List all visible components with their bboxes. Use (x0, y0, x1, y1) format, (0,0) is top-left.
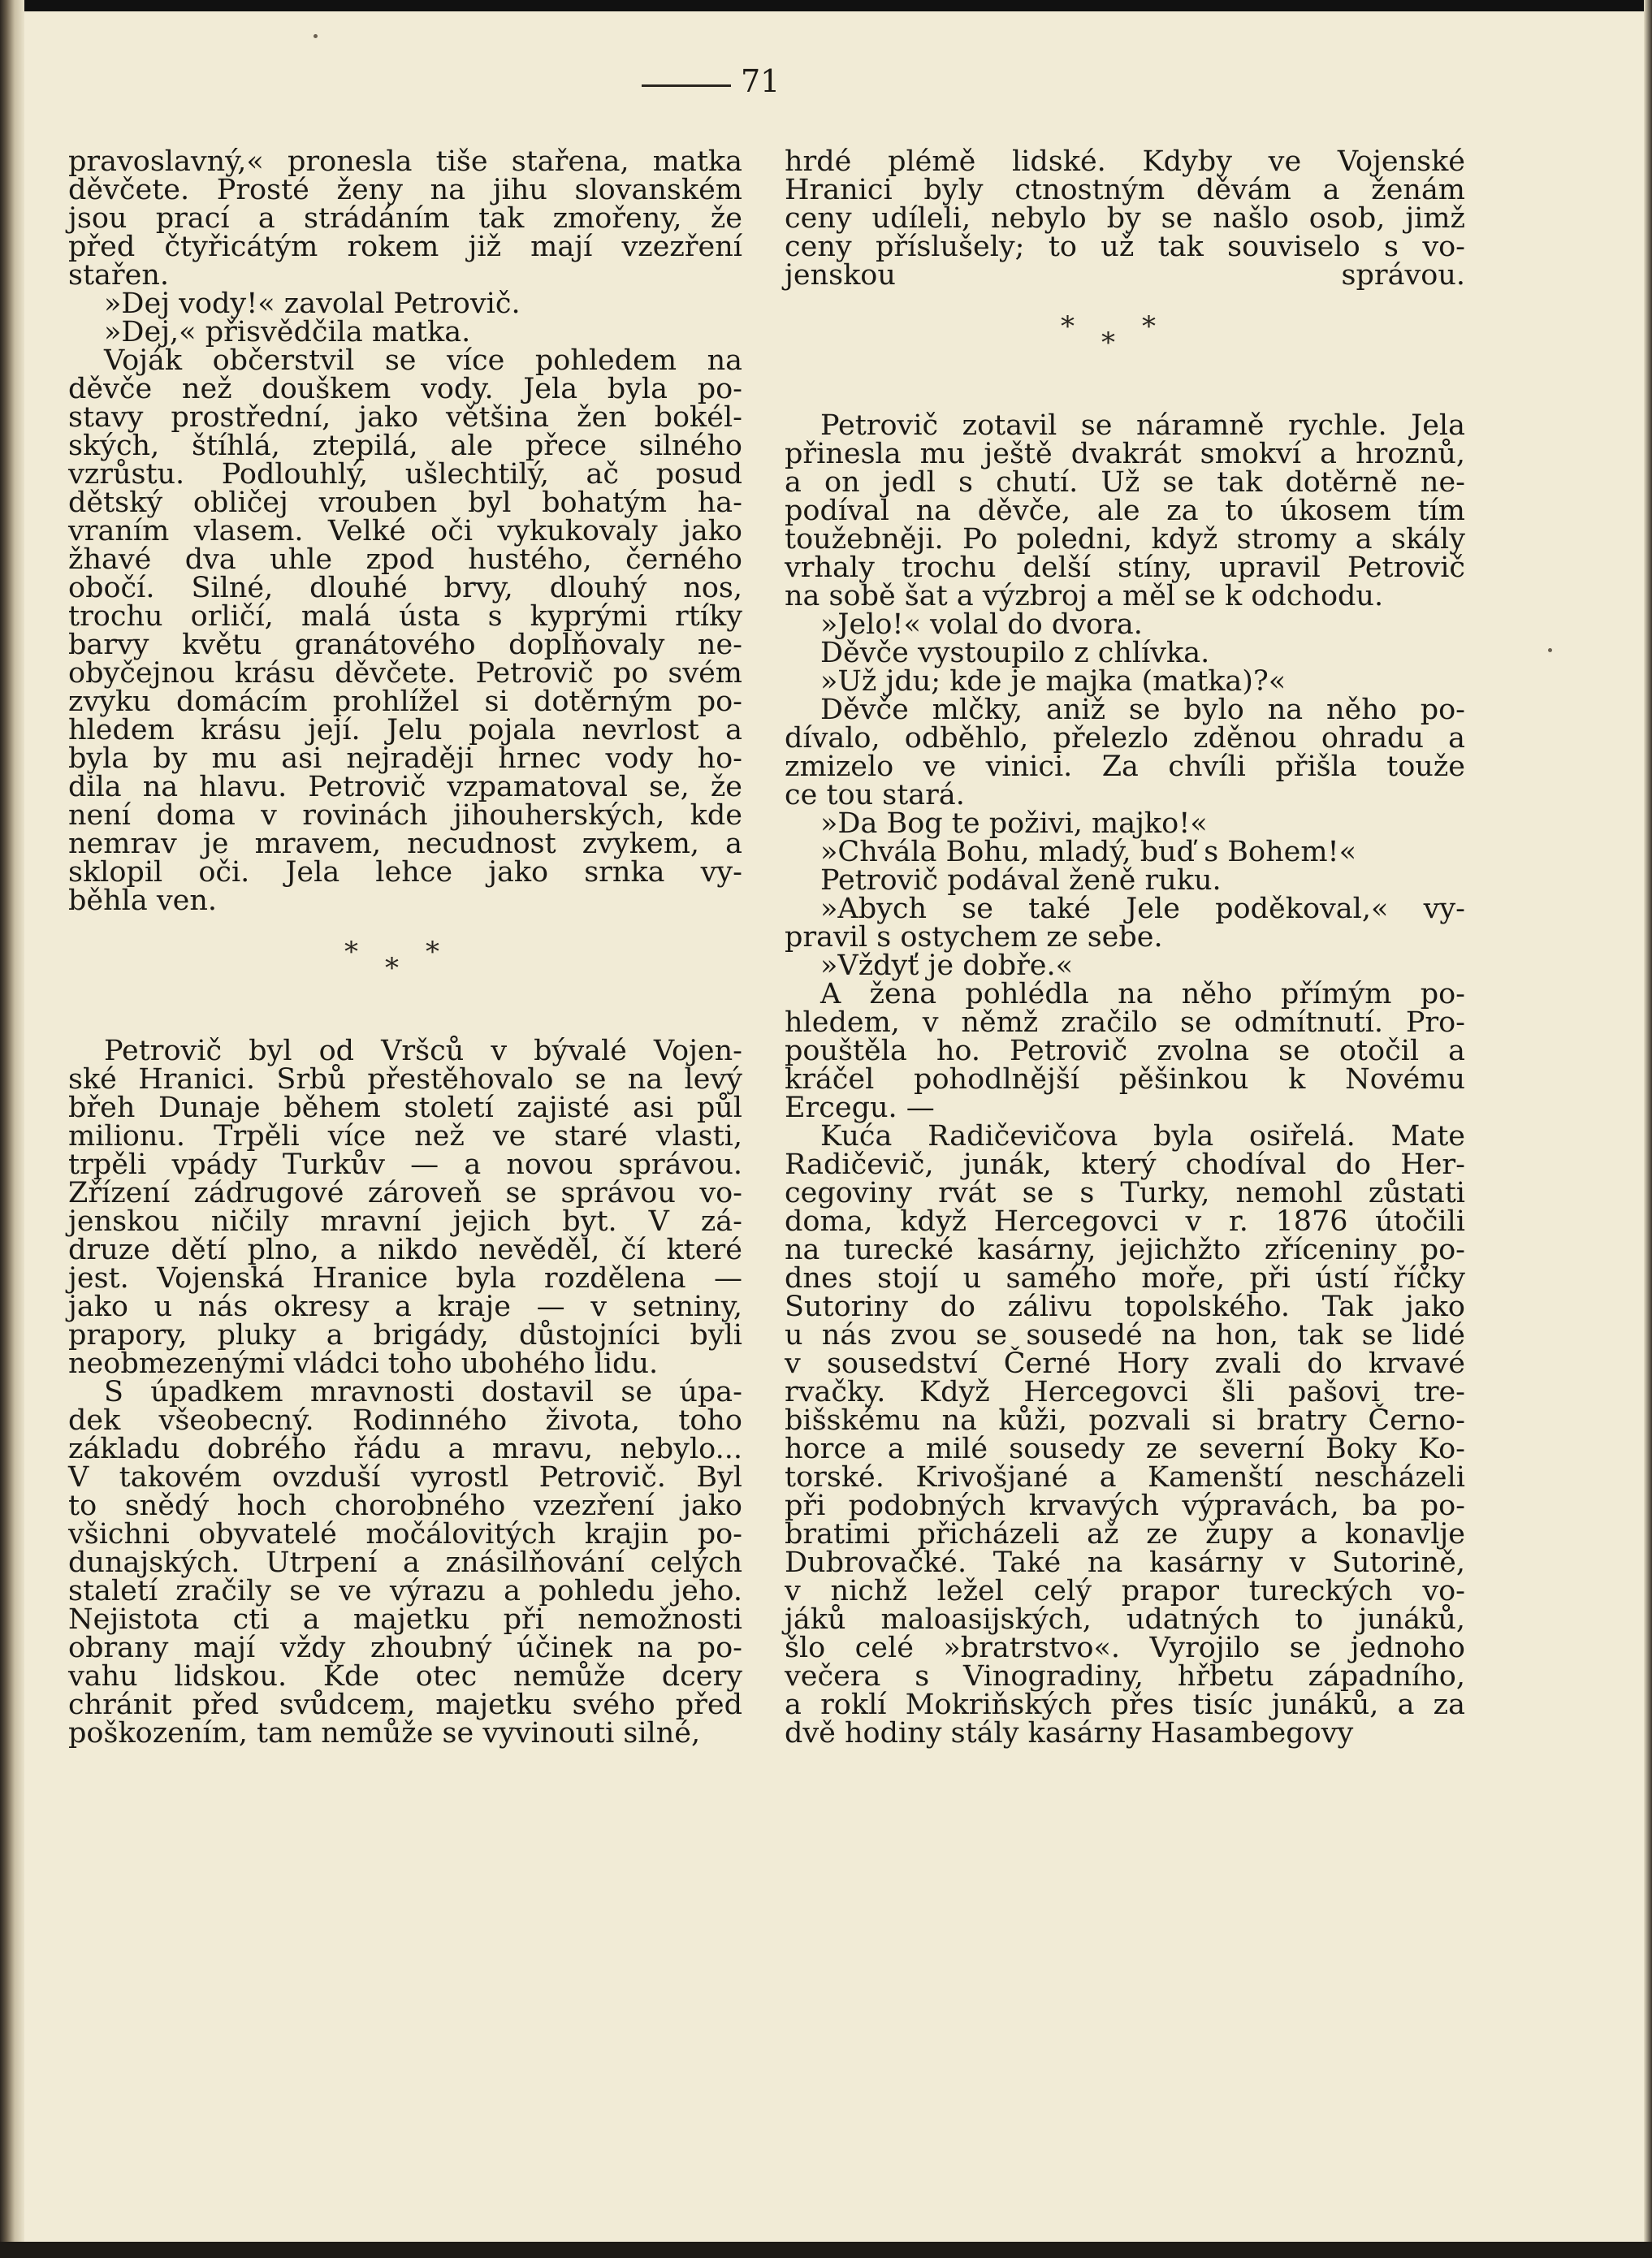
asterisk: * (1101, 327, 1115, 359)
text-line: Dubrovačké. Také na kasárny v Sutorině, (785, 1546, 1465, 1579)
text-line: ce tou stará. (785, 779, 965, 811)
text-line: není doma v rovinách jihouherských, kde (68, 799, 742, 832)
text-line: děvče než douškem vody. Jela byla po- (68, 373, 742, 405)
text-line: »Už jdu; kde je majka (matka)?« (820, 665, 1287, 698)
paragraph (785, 807, 1465, 840)
paragraph (785, 608, 1465, 641)
paragraph (68, 344, 742, 917)
text-line: prapory, pluky a brigády, důstojníci byli (68, 1319, 742, 1352)
text-line: poškozením, tam nemůže se vyvinouti silné, (68, 1717, 701, 1750)
text-line: trpěli vpády Turkův — a novou správou. (68, 1148, 742, 1181)
text-line: u nás zvou se sousedé na hon, tak se lidé (785, 1319, 1465, 1352)
text-line: kráčel pohodlnější pěšinkou k Novému (785, 1063, 1465, 1096)
text-line: na turecké kasárny, jejichžto zříceniny po- (785, 1234, 1465, 1266)
asterisk: * (385, 952, 399, 984)
asterisk: * (344, 936, 358, 968)
text-line: obyčejnou krásu děvčete. Petrovič po svém (68, 657, 742, 690)
text-line: »Dej vody!« zavolal Petrovič. (104, 288, 521, 320)
text-line: byla by mu asi nejraději hrnec vody ho- (68, 742, 742, 775)
text-line: A žena pohlédla na něho přímým po- (820, 978, 1465, 1010)
text-line: Voják občerstvil se více pohledem na (104, 344, 742, 377)
text-line: jenskou ničily mravní jejich byt. V zá- (68, 1205, 742, 1238)
text-line: ské Hranici. Srbů přestěhovalo se na levý (68, 1063, 742, 1096)
text-line: dívalo, odběhlo, přelezlo zděnou ohradu a (785, 722, 1465, 755)
text-line: vraním vlasem. Velké oči vykukovaly jako (68, 515, 742, 547)
text-line: pravil s ostychem ze sebe. (785, 921, 1163, 954)
paragraph (785, 639, 1465, 668)
text-line: sklopil oči. Jela lehce jako srnka vy- (68, 856, 742, 889)
text-line: ceny udíleli, nebylo by se našlo osob, jimž (785, 202, 1465, 235)
paragraph (785, 145, 1465, 292)
text-line: horce a milé sousedy ze severní Boky Ko- (785, 1433, 1465, 1465)
paragraph (785, 696, 1465, 810)
text-line: to snědý hoch chorobného vzezření jako (68, 1490, 742, 1522)
text-line: dunajských. Utrpení a znásilňování celých (68, 1546, 742, 1579)
text-line: S úpadkem mravnosti dostavil se úpa- (104, 1376, 742, 1408)
scan-bottom-border (0, 2242, 1652, 2258)
text-line: dvě hodiny stály kasárny Hasambegovy (785, 1717, 1354, 1750)
text-line: jako u nás okresy a kraje — v setniny, (68, 1291, 742, 1323)
paragraph (68, 1378, 742, 1748)
text-line: bišskému na kůži, pozvali si bratry Černo- (785, 1404, 1465, 1437)
page-header (634, 57, 796, 106)
book-spine-shadow (0, 0, 24, 2258)
page-edge (1644, 0, 1652, 2258)
text-line: Hranici byly ctnostným děvám a ženám (785, 174, 1465, 206)
section-break-asterisks (785, 290, 1465, 412)
text-line: barvy květu granátového doplňovaly ne- (68, 629, 742, 661)
text-line: cegoviny rvát se s Turky, nemohl zůstati (785, 1177, 1465, 1209)
text-line: podíval na děvče, ale za to úkosem tím (785, 495, 1465, 527)
paper-speck (314, 34, 318, 38)
right-text-column (785, 145, 1465, 1750)
scan-top-border (0, 0, 1652, 11)
paragraph (785, 980, 1465, 1123)
text-line: doma, když Hercegovci v r. 1876 útočili (785, 1205, 1465, 1238)
paragraph (785, 864, 1465, 897)
text-line: a on jedl s chutí. Už se tak dotěrně ne- (785, 466, 1465, 499)
paragraph (785, 949, 1465, 982)
text-line: vrhaly trochu delší stíny, upravil Petrovič (785, 552, 1465, 584)
text-line: bratimi přicházeli až ze župy a konavlje (785, 1518, 1465, 1551)
text-line: Sutoriny do zálivu topolského. Tak jako (785, 1291, 1465, 1323)
text-line: pouštěla ho. Petrovič zvolna se otočil a (785, 1035, 1465, 1067)
text-line: na sobě šat a výzbroj a měl se k odchodu. (785, 580, 1384, 612)
asterisk: * (1061, 310, 1075, 343)
text-line: milionu. Trpěli více než ve staré vlasti, (68, 1120, 742, 1153)
text-line: obočí. Silné, dlouhé brvy, dlouhý nos, (68, 572, 742, 604)
text-line: Petrovič zotavil se náramně rychle. Jela (820, 409, 1465, 442)
text-line: Kuća Radičevičova byla osiřelá. Mate (820, 1120, 1465, 1153)
text-line: jest. Vojenská Hranice byla rozdělena — (68, 1262, 742, 1295)
text-line: Petrovič byl od Vršců v bývalé Vojen- (104, 1035, 742, 1067)
text-line: Petrovič podával ženě ruku. (820, 864, 1222, 897)
text-line: trochu orličí, malá ústa s kyprými rtíky (68, 600, 742, 633)
text-line: jáků maloasijských, udatných to junáků, (785, 1603, 1465, 1636)
text-line: dětský obličej vrouben byl bohatým ha- (68, 487, 742, 519)
paper-speck (1548, 648, 1552, 652)
text-line: šlo celé »bratrstvo«. Vyrojilo se jednoho (785, 1632, 1465, 1664)
text-line: přinesla mu ještě dvakrát smokví a hroznů, (785, 438, 1465, 470)
text-line: žhavé dva uhle zpod hustého, černého (68, 543, 742, 576)
text-line: jsou prací a strádáním tak zmořeny, že (68, 202, 742, 235)
text-line: chránit před svůdcem, majetku svého před (68, 1689, 742, 1721)
text-line: Děvče vystoupilo z chlívka. (820, 637, 1210, 669)
asterisk: * (426, 936, 439, 968)
paragraph (785, 838, 1465, 867)
text-line: »Abych se také Jele poděkoval,« vy- (820, 893, 1465, 925)
text-line: torské. Krivošjané a Kamenští nescházeli (785, 1461, 1465, 1494)
text-line: zvyku domácím prohlížel si dotěrným po- (68, 686, 742, 718)
text-line: nemrav je mravem, necudnost zvykem, a (68, 828, 742, 860)
text-line: před čtyřicátým rokem již mají vzezření (68, 231, 742, 263)
text-line: všichni obyvatelé močálovitých krajin po- (68, 1518, 742, 1551)
text-line: hrdé plémě lidské. Kdyby ve Vojenské (785, 145, 1465, 178)
text-line: »Da Bog te poživi, majko!« (820, 807, 1208, 840)
text-line: hledem krásu její. Jelu pojala nevrlost a (68, 714, 742, 746)
section-break-asterisks (68, 915, 742, 1037)
text-line: stařen. (68, 259, 170, 292)
text-line: základu dobrého řádu a mravu, nebylo... (68, 1433, 742, 1465)
text-line: vahu lidskou. Kde otec nemůže dcery (68, 1660, 742, 1693)
text-line: dnes stojí u samého moře, při ústí říčky (785, 1262, 1465, 1295)
text-line: Radičevič, junák, který chodíval do Her- (785, 1148, 1465, 1181)
text-line: »Chvála Bohu, mladý, buď s Bohem!« (820, 836, 1356, 868)
paragraph (785, 409, 1465, 612)
text-line: Nejistota cti a majetku při nemožnosti (68, 1603, 742, 1636)
text-line: břeh Dunaje během století zajisté asi půl (68, 1092, 742, 1124)
text-line: dila na hlavu. Petrovič vzpamatoval se, že (68, 771, 742, 803)
paragraph (785, 895, 1465, 952)
text-line: vzrůstu. Podlouhlý, ušlechtilý, ač posud (68, 458, 742, 491)
text-line: »Jelo!« volal do dvora. (820, 608, 1143, 641)
text-line: obrany mají vždy zhoubný účinek na po- (68, 1632, 742, 1664)
text-line: rvačky. Když Hercegovci šli pašovi tre- (785, 1376, 1465, 1408)
text-line: při podobných krvavých výpravách, ba po- (785, 1490, 1465, 1522)
text-line: stavy prostřední, jako většina žen bokél- (68, 401, 742, 434)
text-line: dek všeobecný. Rodinného života, toho (68, 1404, 742, 1437)
text-line: ských, štíhlá, ztepilá, ale přece silného (68, 430, 742, 462)
left-text-column (68, 145, 742, 1750)
text-line: jenskou správou. (785, 259, 1465, 292)
text-line: pravoslavný,« pronesla tiše stařena, matka (68, 145, 742, 178)
text-line: »Dej,« přisvědčila matka. (104, 316, 471, 348)
header-rule (642, 84, 731, 87)
asterisk: * (1142, 310, 1156, 343)
page-number: 71 (741, 63, 781, 99)
text-line: druze dětí plno, a nikdo nevěděl, čí které (68, 1234, 742, 1266)
paragraph (68, 1037, 742, 1378)
text-line: večera s Vinogradiny, hřbetu západního, (785, 1660, 1465, 1693)
text-line: Zřízení zádrugové zároveň se správou vo- (68, 1177, 742, 1209)
text-line: běhla ven. (68, 885, 217, 917)
paragraph (68, 145, 742, 292)
text-line: V takovém ovzduší vyrostl Petrovič. Byl (68, 1461, 742, 1494)
paragraph (68, 318, 742, 347)
paragraph (68, 290, 742, 318)
text-line: toužebněji. Po poledni, když stromy a skály (785, 523, 1465, 556)
text-line: Ercegu. — (785, 1092, 935, 1124)
text-line: »Vždyť je dobře.« (820, 949, 1074, 982)
text-line: ceny příslušely; to už tak souviselo s vo- (785, 231, 1465, 263)
text-line: zmizelo ve vinici. Za chvíli přišla touže (785, 751, 1465, 783)
text-line: děvčete. Prosté ženy na jihu slovanském (68, 174, 742, 206)
text-line: neobmezenými vládci toho ubohého lidu. (68, 1347, 659, 1380)
paragraph (785, 665, 1465, 698)
text-line: hledem, v němž zračilo se odmítnutí. Pro- (785, 1006, 1465, 1039)
text-line: Děvče mlčky, aniž se bylo na něho po- (820, 694, 1465, 726)
text-line: staletí zračily se ve výrazu a pohledu jeho. (68, 1575, 742, 1607)
text-line: v sousedství Černé Hory zvali do krvavé (785, 1347, 1465, 1380)
text-line: a roklí Mokriňských přes tisíc junáků, a za (785, 1689, 1465, 1721)
text-line: v nichž ležel celý prapor tureckých vo- (785, 1575, 1465, 1607)
paragraph (785, 1120, 1465, 1750)
